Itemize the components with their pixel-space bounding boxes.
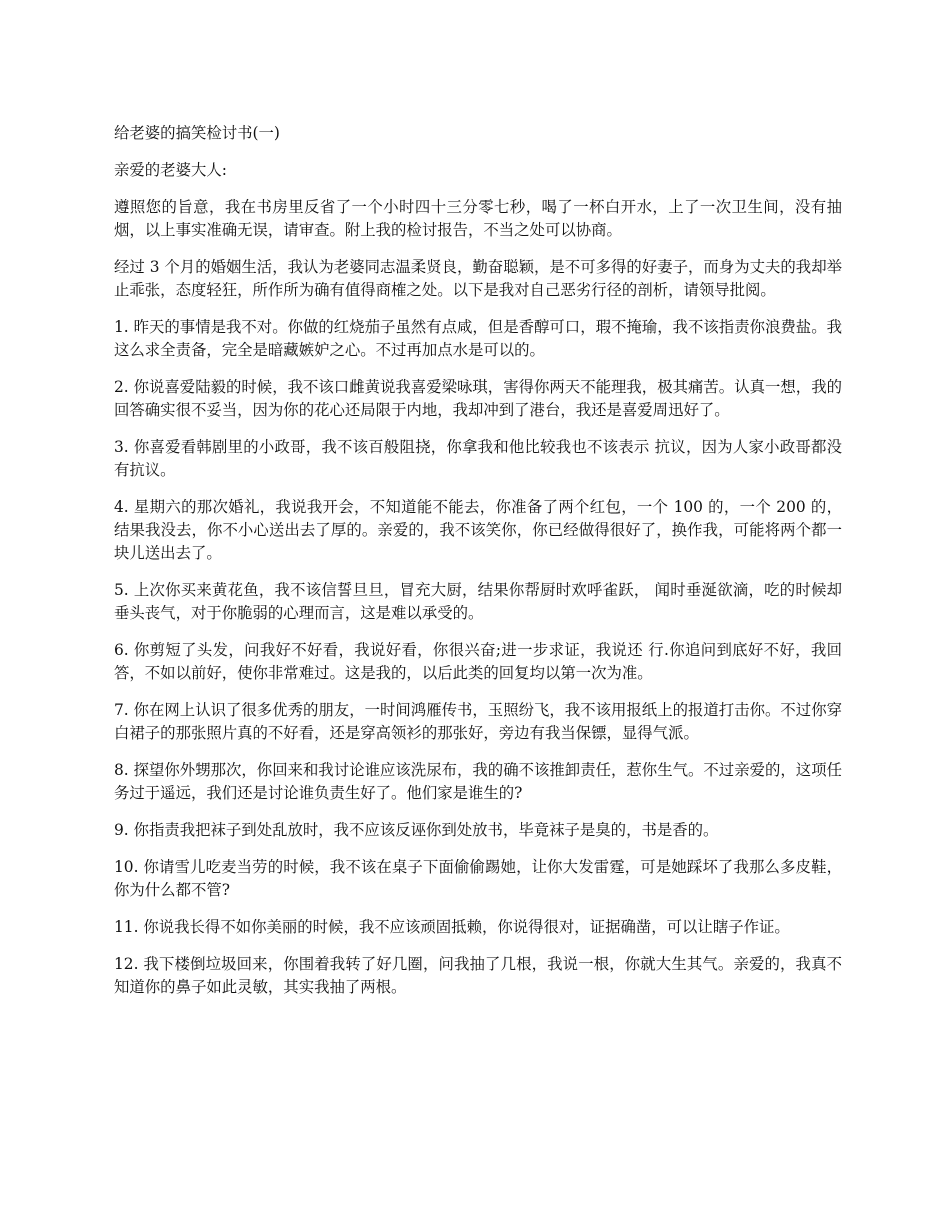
list-item: 6. 你剪短了头发，问我好不好看，我说好看，你很兴奋;进一步求证，我说还 行.你追问到底好不好，我回答，不如以前好，使你非常难过。这是我的，以后此类的回复均以第一次为准。	[114, 641, 842, 682]
list-item: 1. 昨天的事情是我不对。你做的红烧茄子虽然有点咸，但是香醇可口，瑕不掩瑜，我不该指责你浪费盐。我这么求全责备，完全是暗藏嫉妒之心。不过再加点水是可以的。	[114, 318, 842, 359]
list-item: 5. 上次你买来黄花鱼，我不该信誓旦旦，冒充大厨，结果你帮厨时欢呼雀跃， 闻时垂涎欲滴，吃的时候却垂头丧气，对于你脆弱的心理而言，这是难以承受的。	[114, 581, 842, 622]
list-item: 11. 你说我长得不如你美丽的时候，我不应该顽固抵赖，你说得很对，证据确凿，可以让瞎子作证。	[114, 918, 790, 936]
list-item: 12. 我下楼倒垃圾回来，你围着我转了好几圈，问我抽了几根，我说一根，你就大生其气。亲爱的，我真不知道你的鼻子如此灵敏，其实我抽了两根。	[114, 955, 842, 996]
document-page	[114, 122, 842, 1013]
list-item: 7. 你在网上认识了很多优秀的朋友，一时间鸿雁传书，玉照纷飞，我不该用报纸上的报道打击你。不过你穿白裙子的那张照片真的不好看，还是穿高领衫的那张好，旁边有我当保镖，显得气派。	[114, 701, 842, 742]
paragraph: 遵照您的旨意，我在书房里反省了一个小时四十三分零七秒，喝了一杯白开水，上了一次卫生间，没有抽烟，以上事实准确无误，请审查。附上我的检讨报告，不当之处可以协商。	[114, 198, 842, 239]
list-item: 9. 你指责我把袜子到处乱放时，我不应该反诬你到处放书，毕竟袜子是臭的，书是香的。	[114, 821, 719, 839]
document-title: 给老婆的搞笑检讨书(一)	[114, 124, 280, 142]
list-item: 2. 你说喜爱陆毅的时候，我不该口雌黄说我喜爱梁咏琪，害得你两天不能理我，极其痛苦。认真一想，我的回答确实很不妥当，因为你的花心还局限于内地，我却冲到了港台，我还是喜爱周迅好了。	[114, 378, 842, 419]
list-item: 8. 探望你外甥那次，你回来和我讨论谁应该洗尿布，我的确不该推卸责任，惹你生气。不过亲爱的，这项任务过于遥远，我们还是讨论谁负责生好了。他们家是谁生的?	[114, 761, 842, 802]
list-item: 3. 你喜爱看韩剧里的小政哥，我不该百般阻挠，你拿我和他比较我也不该表示 抗议，因为人家小政哥都没有抗议。	[114, 438, 842, 479]
salutation: 亲爱的老婆大人:	[114, 161, 227, 179]
paragraph: 经过 3 个月的婚姻生活，我认为老婆同志温柔贤良，勤奋聪颖，是不可多得的好妻子，而身为丈夫的我却举止乖张，态度轻狂，所作所为确有值得商榷之处。以下是我对自己恶劣行径的剖析，请领导批阅。	[114, 258, 842, 299]
list-item: 4. 星期六的那次婚礼，我说我开会，不知道能不能去，你准备了两个红包，一个 100 的，一个 200 的，结果我没去，你不小心送出去了厚的。亲爱的，我不该笑你，你已经做得很好了，换作我，可能将两个都一块儿送出去了。	[114, 498, 842, 562]
list-item: 10. 你请雪儿吃麦当劳的时候，我不该在桌子下面偷偷踢她，让你大发雷霆，可是她踩坏了我那么多皮鞋，你为什么都不管?	[114, 858, 842, 899]
